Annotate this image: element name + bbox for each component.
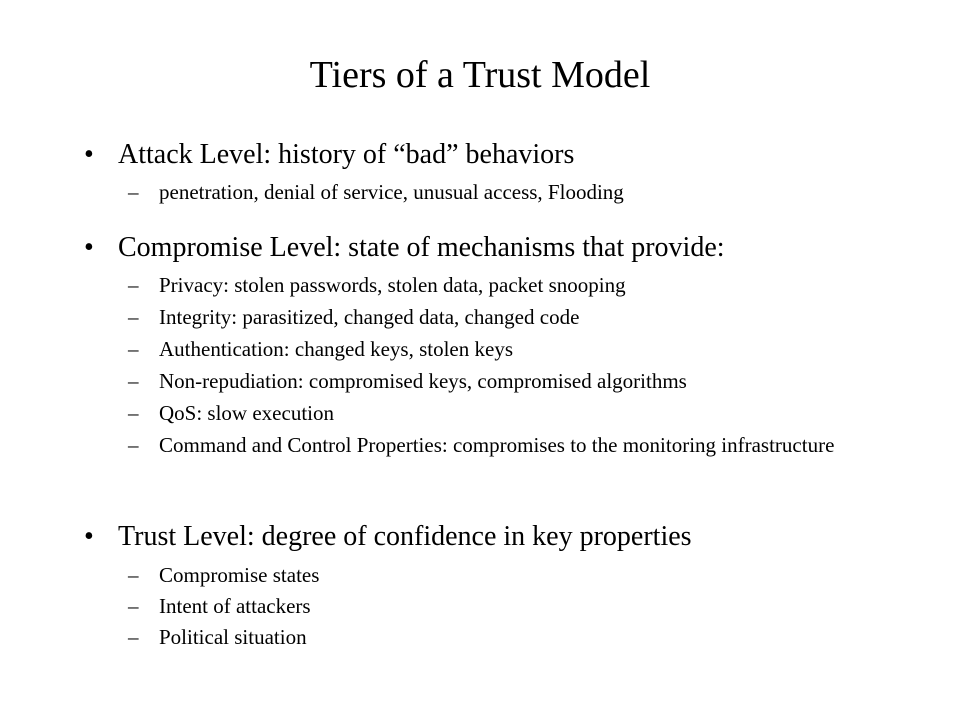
dash-marker: – bbox=[128, 369, 139, 393]
bullet-marker: • bbox=[84, 232, 94, 263]
sub-item-text: Command and Control Properties: compromises to the monitoring infrastructure bbox=[159, 433, 835, 457]
bullet-heading: Attack Level: history of “bad” behaviors bbox=[118, 139, 575, 170]
sub-item-text: Non-repudiation: compromised keys, compromised algorithms bbox=[159, 369, 687, 393]
bullet-heading: Trust Level: degree of confidence in key properties bbox=[118, 521, 692, 552]
sub-item-text: Privacy: stolen passwords, stolen data, packet snooping bbox=[159, 273, 626, 297]
dash-marker: – bbox=[128, 625, 139, 649]
dash-marker: – bbox=[128, 273, 139, 297]
bullet-marker: • bbox=[84, 139, 94, 170]
dash-marker: – bbox=[128, 180, 139, 204]
dash-marker: – bbox=[128, 563, 139, 587]
bullet-marker: • bbox=[84, 521, 94, 552]
dash-marker: – bbox=[128, 401, 139, 425]
sub-item-text: Intent of attackers bbox=[159, 594, 311, 618]
sub-item-text: Authentication: changed keys, stolen keys bbox=[159, 337, 513, 361]
slide-title: Tiers of a Trust Model bbox=[309, 54, 651, 96]
dash-marker: – bbox=[128, 433, 139, 457]
sub-item-text: penetration, denial of service, unusual access, Flooding bbox=[159, 180, 624, 204]
sub-item-text: Political situation bbox=[159, 625, 307, 649]
dash-marker: – bbox=[128, 337, 139, 361]
dash-marker: – bbox=[128, 305, 139, 329]
sub-item-text: Compromise states bbox=[159, 563, 320, 587]
dash-marker: – bbox=[128, 594, 139, 618]
bullet-heading: Compromise Level: state of mechanisms that provide: bbox=[118, 232, 725, 263]
sub-item-text: QoS: slow execution bbox=[159, 401, 334, 425]
sub-item-text: Integrity: parasitized, changed data, changed code bbox=[159, 305, 580, 329]
